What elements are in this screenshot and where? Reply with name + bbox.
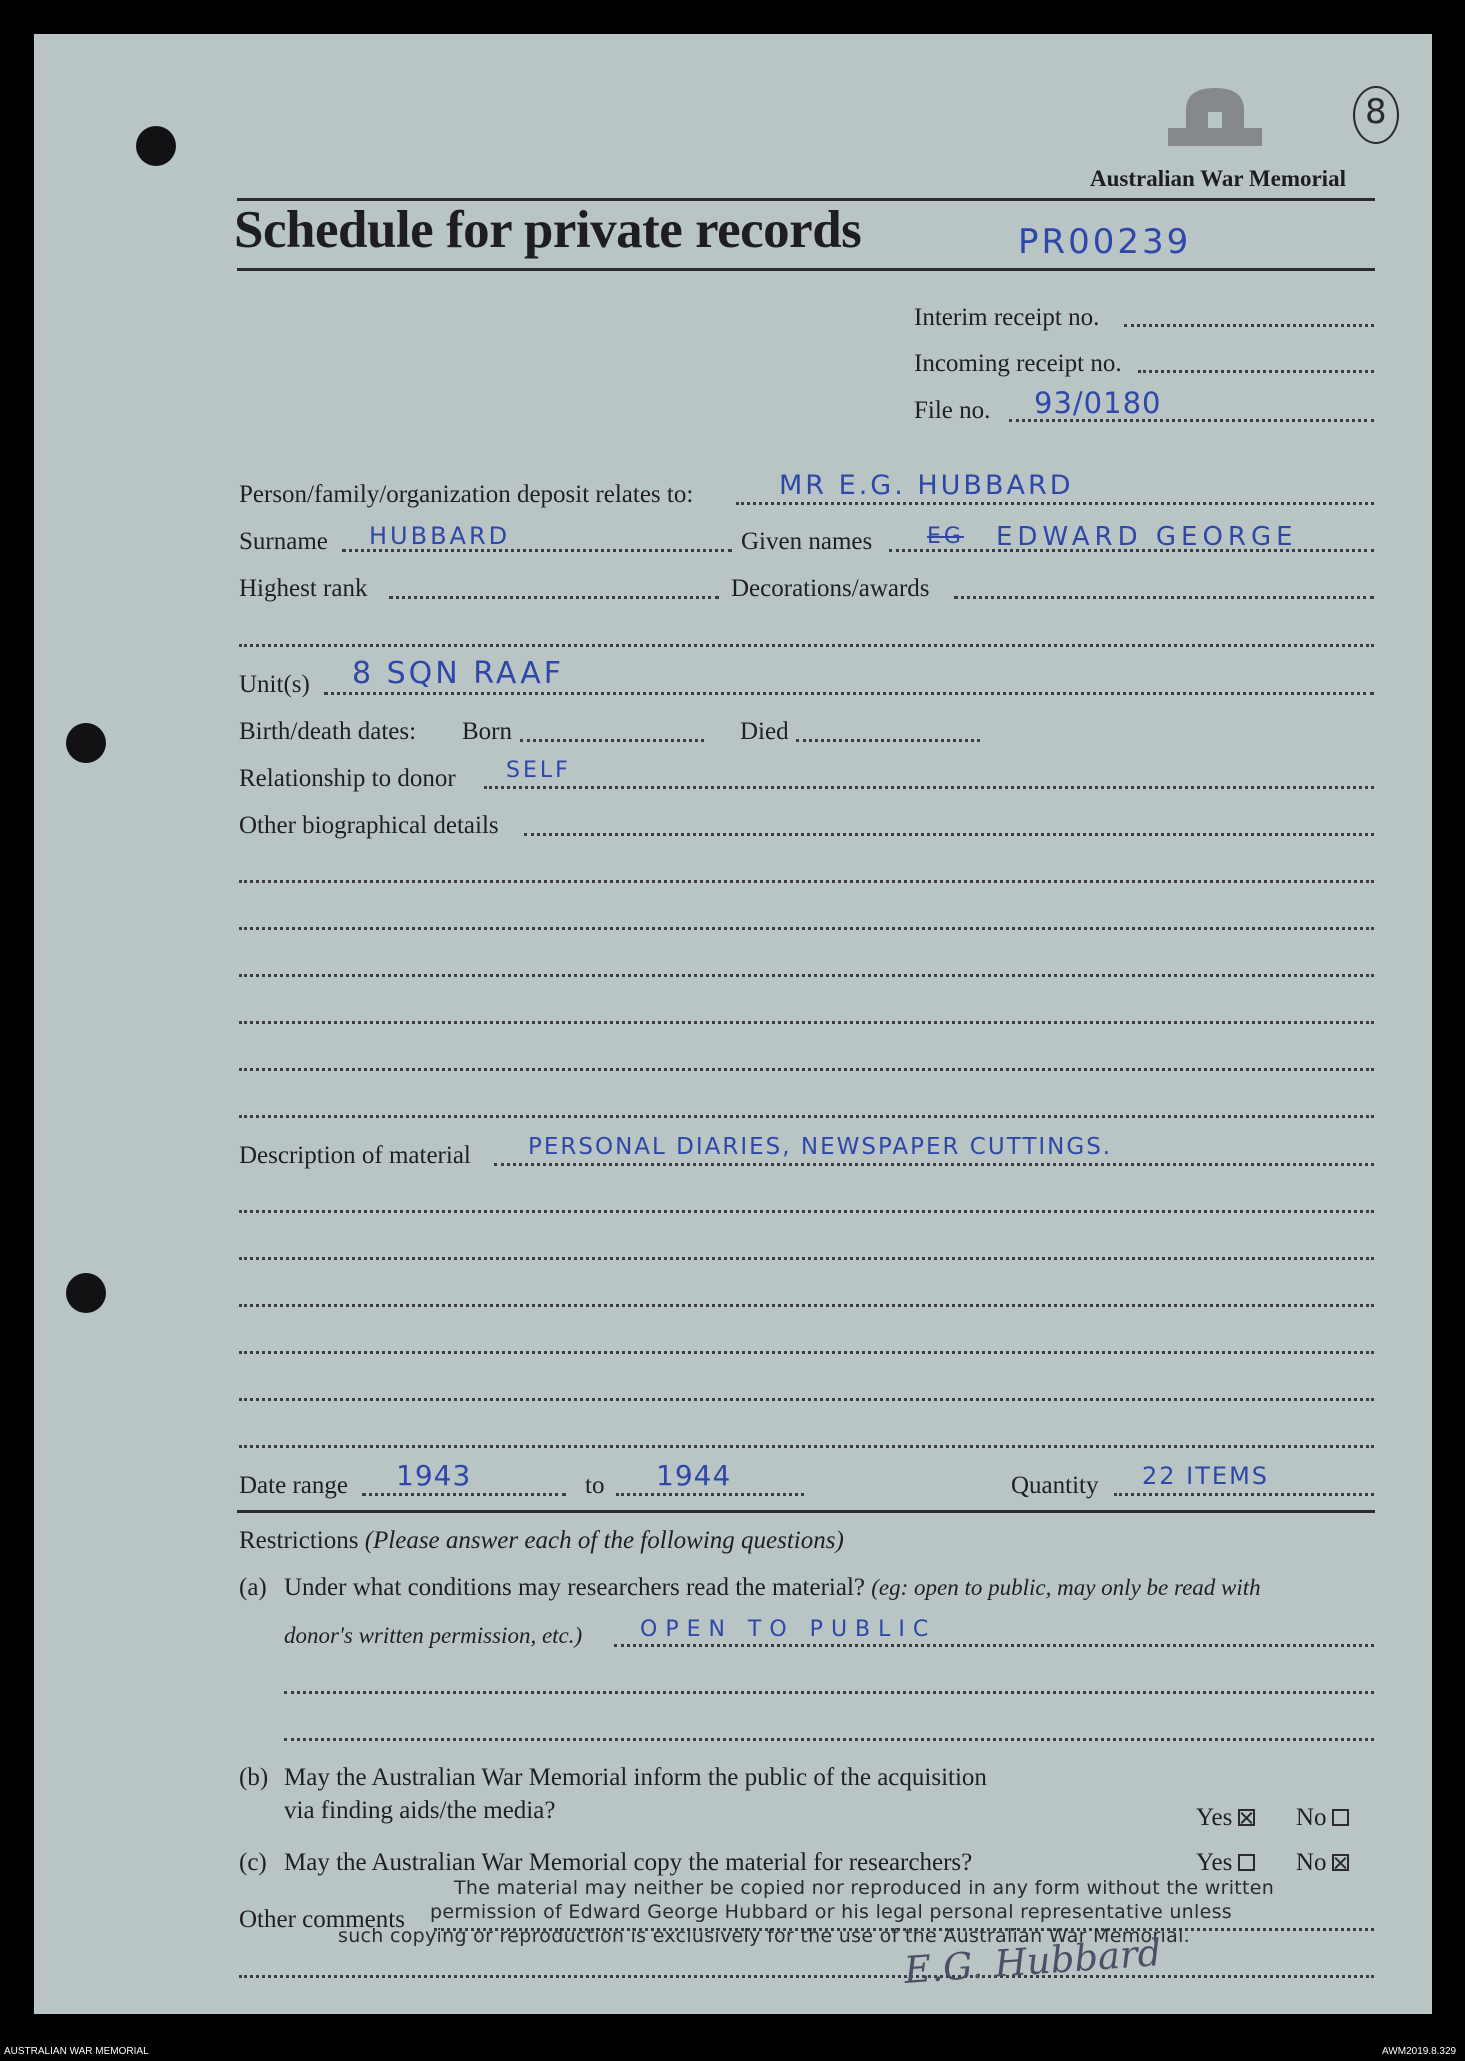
copyright-stamp-line-1: The material may neither be copied nor reproduced in any form without the written bbox=[454, 1877, 1275, 1899]
date-from-field[interactable] bbox=[362, 1493, 566, 1496]
question-b-marker: (b) bbox=[239, 1764, 269, 1791]
question-a-hint-2: donor's written permission, etc.) bbox=[284, 1623, 583, 1648]
punch-hole-top bbox=[136, 126, 176, 166]
interim-receipt-field[interactable] bbox=[1124, 324, 1374, 327]
restrictions-note: (Please answer each of the following questions) bbox=[364, 1527, 844, 1554]
form-sheet bbox=[34, 34, 1432, 2014]
question-a-hint-1: (eg: open to public, may only be read with bbox=[871, 1575, 1261, 1600]
description-line-7[interactable] bbox=[239, 1445, 1374, 1448]
copyright-stamp-line-3: such copying or reproduction is exclusively for the use of the Australian War Memorial. bbox=[338, 1925, 1190, 1947]
punch-hole-lower bbox=[66, 1273, 106, 1313]
page-title: Schedule for private records bbox=[234, 201, 862, 259]
given-names-label: Given names bbox=[741, 528, 873, 555]
date-range-label: Date range bbox=[239, 1472, 348, 1499]
description-value: PERSONAL DIARIES, NEWSPAPER CUTTINGS. bbox=[528, 1134, 1113, 1160]
question-a-answer-field[interactable] bbox=[614, 1644, 1374, 1647]
incoming-receipt-label: Incoming receipt no. bbox=[914, 350, 1122, 377]
died-field[interactable] bbox=[796, 739, 980, 742]
rank-continuation-line[interactable] bbox=[239, 644, 1374, 647]
question-b-no-label: No bbox=[1295, 1804, 1327, 1831]
date-from-value: 1943 bbox=[396, 1459, 472, 1492]
other-comments-line-2[interactable] bbox=[239, 1975, 1374, 1978]
description-line-6[interactable] bbox=[239, 1398, 1374, 1401]
copyright-stamp-line-2: permission of Edward George Hubbard or his legal personal representative unless bbox=[430, 1901, 1232, 1923]
title-rule-bottom bbox=[237, 268, 1375, 271]
quantity-label: Quantity bbox=[1011, 1472, 1099, 1499]
restrictions-title: Restrictions bbox=[239, 1527, 359, 1554]
decorations-field[interactable] bbox=[954, 596, 1374, 599]
biographical-line-2[interactable] bbox=[239, 880, 1374, 883]
given-names-value: EDWARD GEORGE bbox=[996, 522, 1298, 552]
description-line-4[interactable] bbox=[239, 1304, 1374, 1307]
question-a-line-2[interactable] bbox=[284, 1691, 1374, 1694]
question-a-marker: (a) bbox=[239, 1574, 267, 1601]
other-comments-label: Other comments bbox=[239, 1906, 405, 1933]
died-label: Died bbox=[740, 718, 789, 745]
surname-value: HUBBARD bbox=[369, 522, 511, 550]
description-field[interactable] bbox=[494, 1163, 1374, 1166]
question-c-no-label: No bbox=[1295, 1849, 1327, 1876]
units-field[interactable] bbox=[324, 692, 1374, 695]
organization-name: Australian War Memorial bbox=[1090, 166, 1346, 191]
highest-rank-field[interactable] bbox=[389, 596, 719, 599]
memorial-logo-icon bbox=[1168, 86, 1262, 146]
biographical-line-7[interactable] bbox=[239, 1115, 1374, 1118]
restrictions-rule bbox=[237, 1510, 1375, 1513]
born-label: Born bbox=[462, 718, 512, 745]
biographical-label: Other biographical details bbox=[239, 812, 499, 839]
restrictions-heading bbox=[239, 1527, 844, 1555]
question-c-marker: (c) bbox=[239, 1849, 267, 1876]
question-a-line-3[interactable] bbox=[284, 1738, 1374, 1741]
question-b-text-1: May the Australian War Memorial inform the public of the acquisition bbox=[284, 1764, 987, 1791]
question-b-options bbox=[1196, 1804, 1349, 1832]
question-c-yes-label: Yes bbox=[1196, 1849, 1233, 1876]
born-field[interactable] bbox=[520, 739, 704, 742]
highest-rank-label: Highest rank bbox=[239, 575, 368, 602]
decorations-label: Decorations/awards bbox=[731, 575, 930, 602]
biographical-line-3[interactable] bbox=[239, 927, 1374, 930]
question-a-question: Under what conditions may researchers read the material? bbox=[284, 1574, 865, 1601]
birth-death-label: Birth/death dates: bbox=[239, 718, 417, 745]
punch-hole-middle bbox=[66, 723, 106, 763]
question-c-yes-checkbox[interactable] bbox=[1238, 1854, 1255, 1871]
file-number-label: File no. bbox=[914, 397, 991, 424]
question-a-text bbox=[284, 1574, 1261, 1602]
footer-left: AUSTRALIAN WAR MEMORIAL bbox=[4, 2046, 149, 2057]
question-b-no-checkbox[interactable] bbox=[1332, 1809, 1349, 1826]
page-number: 8 bbox=[1365, 92, 1387, 132]
biographical-line-5[interactable] bbox=[239, 1021, 1374, 1024]
units-label: Unit(s) bbox=[239, 671, 310, 698]
question-a-answer: OPEN TO PUBLIC bbox=[640, 1617, 937, 1642]
biographical-line-6[interactable] bbox=[239, 1068, 1374, 1071]
file-number-value: 93/0180 bbox=[1034, 386, 1162, 420]
incoming-receipt-field[interactable] bbox=[1138, 370, 1374, 373]
given-names-struck: EG bbox=[927, 524, 964, 549]
date-to-value: 1944 bbox=[656, 1459, 732, 1492]
question-c-options bbox=[1196, 1849, 1349, 1877]
quantity-value: 22 ITEMS bbox=[1142, 1462, 1270, 1490]
description-line-5[interactable] bbox=[239, 1351, 1374, 1354]
units-value: 8 SQN RAAF bbox=[352, 656, 565, 691]
date-to-field[interactable] bbox=[616, 1493, 804, 1496]
interim-receipt-label: Interim receipt no. bbox=[914, 304, 1100, 331]
description-label: Description of material bbox=[239, 1142, 471, 1169]
question-c-no-checkbox[interactable] bbox=[1332, 1854, 1349, 1871]
question-b-yes-label: Yes bbox=[1196, 1804, 1233, 1831]
relationship-field[interactable] bbox=[484, 786, 1374, 789]
description-line-3[interactable] bbox=[239, 1257, 1374, 1260]
question-b-text-2: via finding aids/the media? bbox=[284, 1797, 556, 1824]
biographical-field[interactable] bbox=[524, 833, 1374, 836]
record-number: PR00239 bbox=[1018, 222, 1192, 262]
relationship-label: Relationship to donor bbox=[239, 765, 456, 792]
relationship-value: SELF bbox=[506, 758, 571, 783]
biographical-line-4[interactable] bbox=[239, 974, 1374, 977]
deposit-field[interactable] bbox=[736, 502, 1374, 505]
deposit-value: MR E.G. HUBBARD bbox=[779, 470, 1074, 501]
description-line-2[interactable] bbox=[239, 1210, 1374, 1213]
footer-right: AWM2019.8.329 bbox=[1382, 2046, 1457, 2057]
date-to-label: to bbox=[585, 1472, 605, 1499]
question-c-text: May the Australian War Memorial copy the material for researchers? bbox=[284, 1849, 973, 1876]
surname-label: Surname bbox=[239, 528, 328, 555]
question-b-yes-checkbox[interactable] bbox=[1238, 1809, 1255, 1826]
donor-signature: E.G. Hubbard bbox=[902, 1931, 1163, 1992]
quantity-field[interactable] bbox=[1114, 1493, 1374, 1496]
deposit-label: Person/family/organization deposit relates to: bbox=[239, 481, 694, 508]
